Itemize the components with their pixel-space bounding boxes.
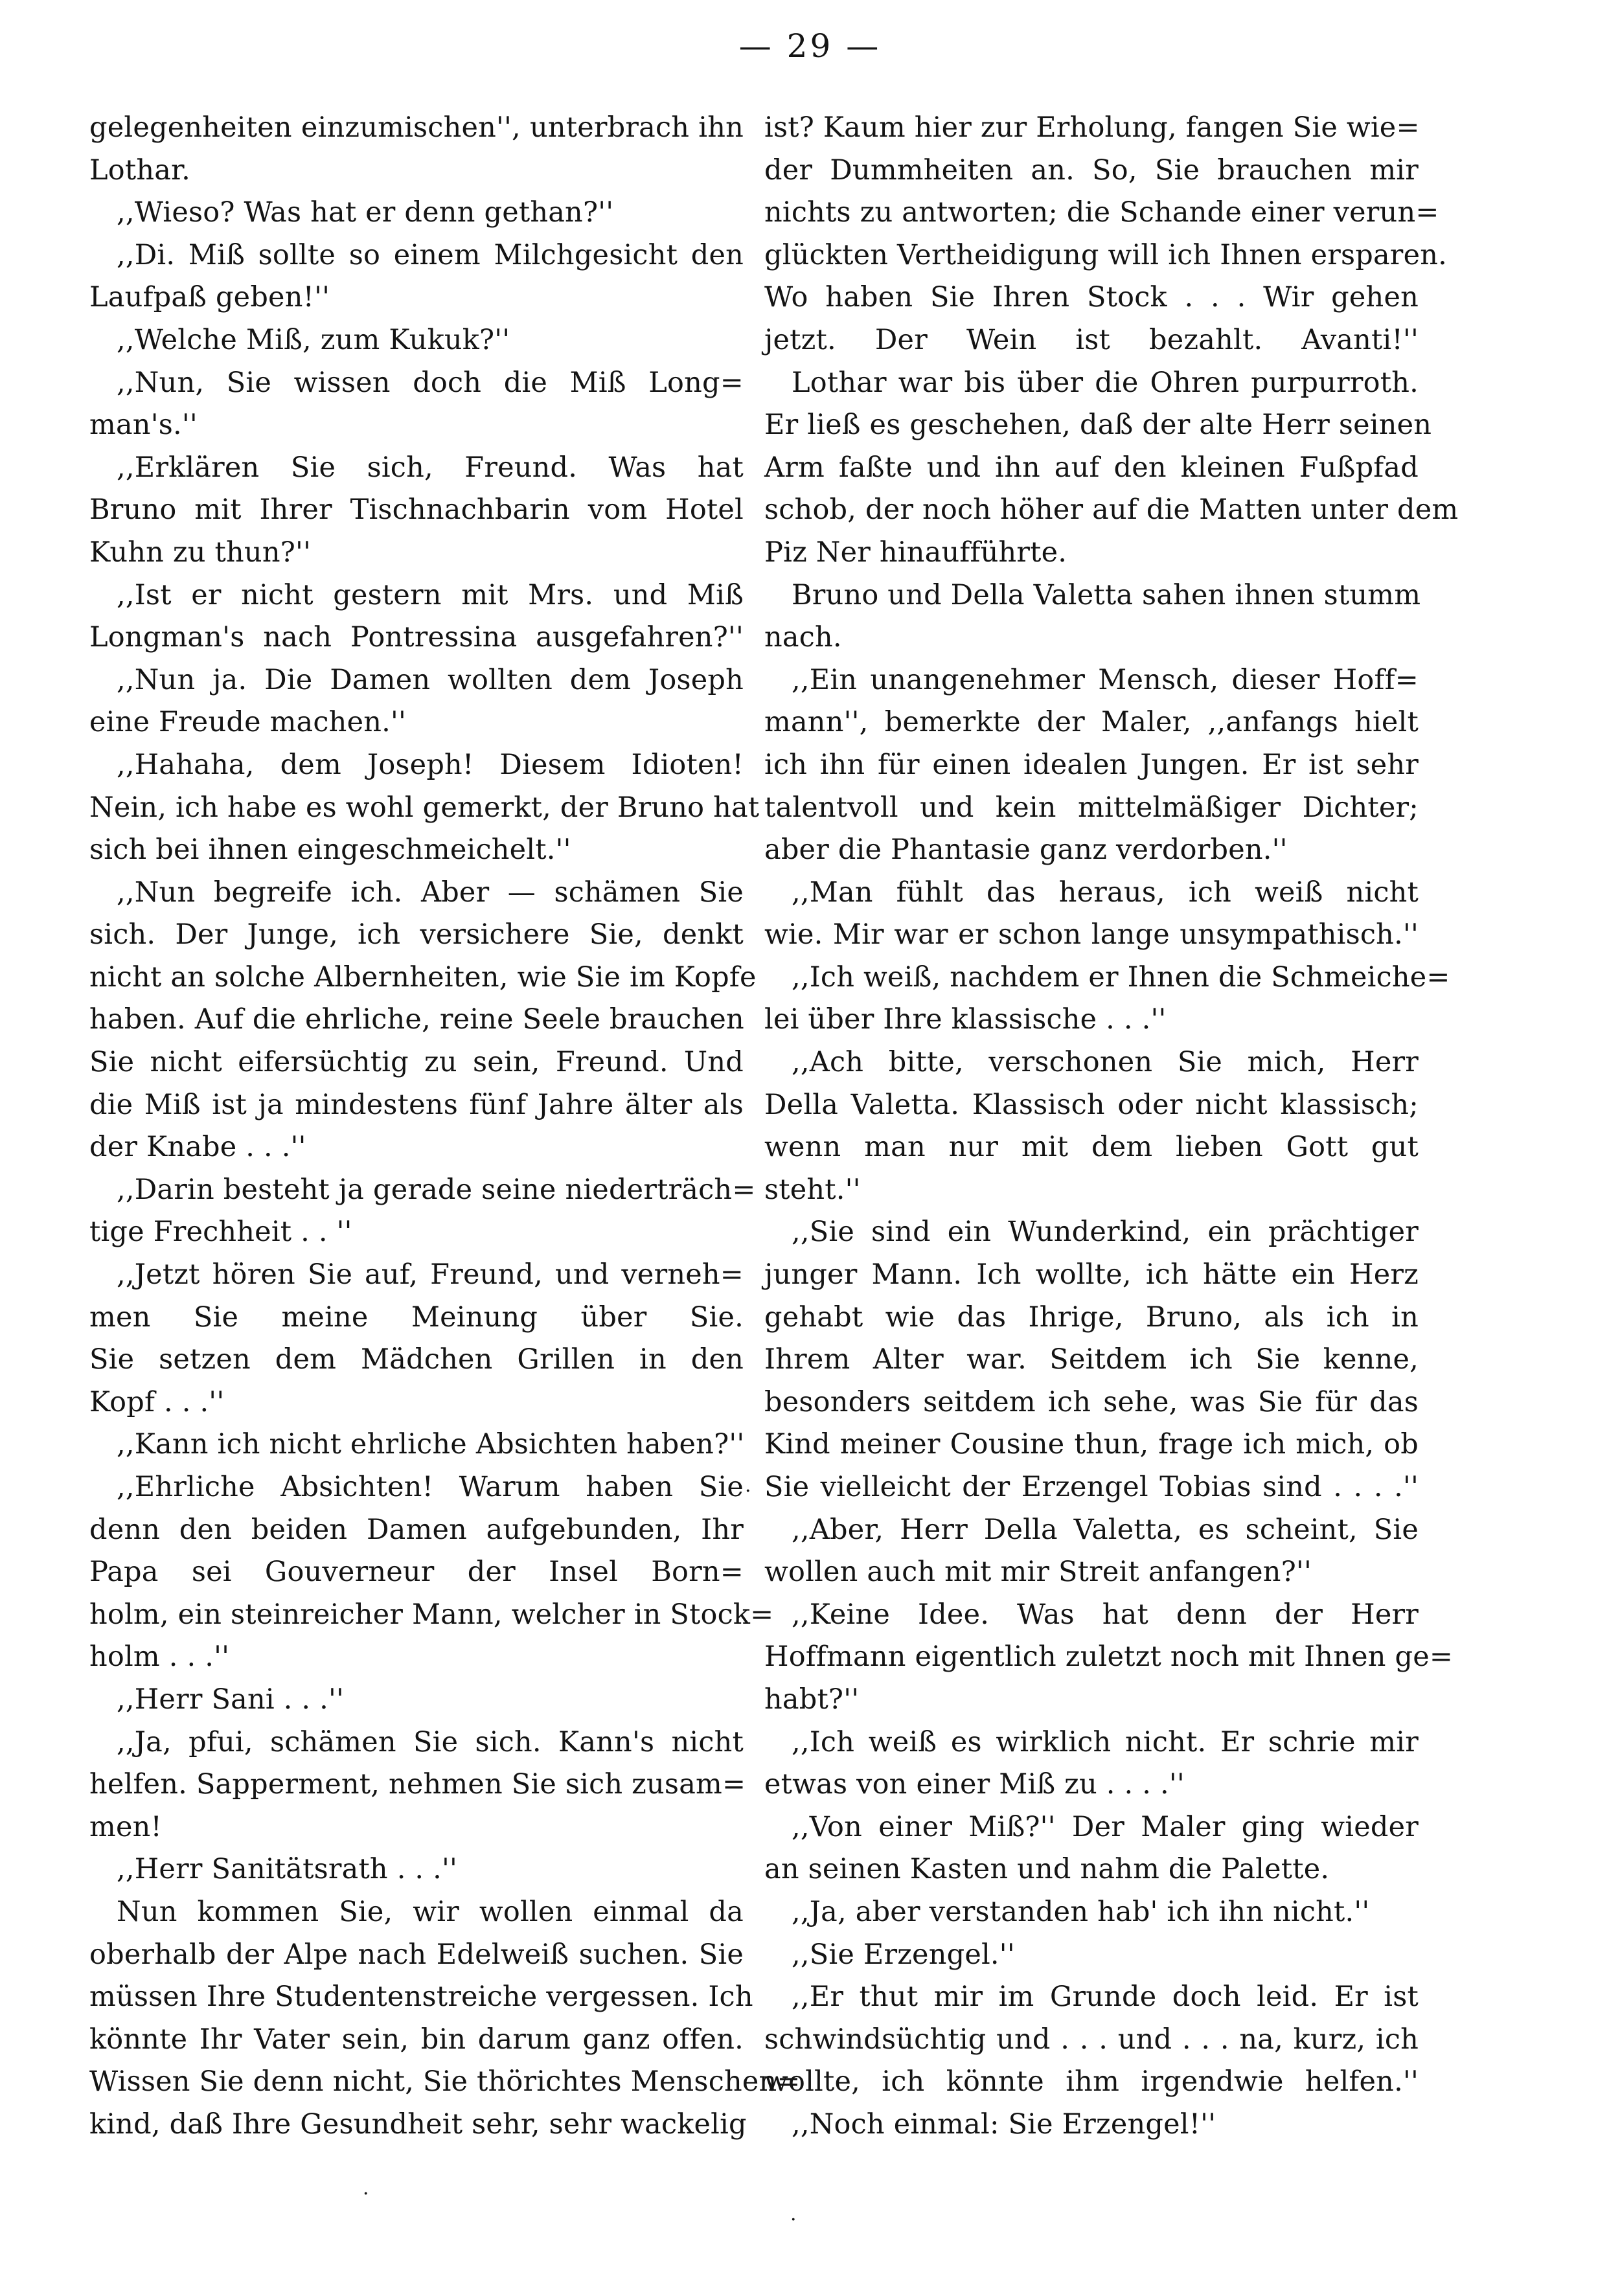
text-line: sich. Der Junge, ich versichere Sie, denkt xyxy=(89,918,744,951)
text-line: die Miß ist ja mindestens fünf Jahre älter als xyxy=(89,1088,744,1121)
text-line: man's.'' xyxy=(89,409,198,442)
right-column xyxy=(764,107,1459,2146)
text-line: ,,Keine Idee. Was hat denn der Herr xyxy=(792,1598,1419,1631)
text-line: besonders seitdem ich sehe, was Sie für das xyxy=(764,1385,1419,1418)
text-line: Sie setzen dem Mädchen Grillen in den xyxy=(89,1343,744,1376)
text-line: schob, der noch höher auf die Matten unter dem xyxy=(764,494,1459,527)
text-line: habt?'' xyxy=(764,1683,860,1716)
print-speck: · xyxy=(790,2209,797,2231)
text-line: nichts zu antworten; die Schande einer verun= xyxy=(764,196,1439,229)
text-line: ,,Herr Sani . . .'' xyxy=(117,1683,345,1716)
text-line: Ihrem Alter war. Seitdem ich Sie kenne, xyxy=(764,1343,1419,1376)
text-line: Lothar. xyxy=(89,153,190,187)
text-line: Longman's nach Pontressina ausgefahren?'' xyxy=(89,621,744,654)
text-line: eine Freude machen.'' xyxy=(89,706,407,739)
text-line: Wissen Sie denn nicht, Sie thörichtes Menschen= xyxy=(89,2065,801,2098)
text-line: sich bei ihnen eingeschmeichelt.'' xyxy=(89,834,571,867)
print-speck: · xyxy=(363,2183,369,2205)
text-line: helfen. Sapperment, nehmen Sie sich zusam= xyxy=(89,1768,746,1801)
text-line: ,,Nun, Sie wissen doch die Miß Long= xyxy=(117,366,744,399)
text-line: gehabt wie das Ihrige, Bruno, als ich in xyxy=(764,1301,1419,1334)
text-line: ,,Von einer Miß?'' Der Maler ging wieder xyxy=(792,1810,1419,1843)
text-line: talentvoll und kein mittelmäßiger Dichter; xyxy=(764,791,1419,824)
text-line: ,,Ach bitte, verschonen Sie mich, Herr xyxy=(792,1046,1419,1079)
text-line: ,,Nun ja. Die Damen wollten dem Joseph xyxy=(117,663,744,696)
text-line: wollte, ich könnte ihm irgendwie helfen.'' xyxy=(764,2065,1419,2098)
text-line: lei über Ihre klassische . . .'' xyxy=(764,1003,1167,1036)
text-line: ,,Sie sind ein Wunderkind, ein prächtiger xyxy=(792,1216,1419,1249)
text-line: holm . . .'' xyxy=(89,1641,230,1674)
text-line: ,,Hahaha, dem Joseph! Diesem Idioten! xyxy=(117,748,744,781)
text-line: ,,Ein unangenehmer Mensch, dieser Hoff= xyxy=(792,663,1419,696)
text-line: men Sie meine Meinung über Sie. xyxy=(89,1301,744,1334)
text-line: ich ihn für einen idealen Jungen. Er ist sehr xyxy=(764,748,1419,781)
text-line: ,,Nun begreife ich. Aber — schämen Sie xyxy=(117,876,744,909)
text-line: wollen auch mit mir Streit anfangen?'' xyxy=(764,1556,1312,1589)
text-line: wenn man nur mit dem lieben Gott gut xyxy=(764,1131,1419,1164)
text-line: Hoffmann eigentlich zuletzt noch mit Ihnen ge= xyxy=(764,1641,1454,1674)
text-line: ,,Ja, pfui, schämen Sie sich. Kann's nicht xyxy=(117,1725,744,1758)
text-line: ,,Wieso? Was hat er denn gethan?'' xyxy=(117,196,614,229)
text-line: ,,Aber, Herr Della Valetta, es scheint, Sie xyxy=(792,1513,1419,1546)
text-line: wie. Mir war er schon lange unsympathisch.'' xyxy=(764,918,1419,951)
text-line: der Dummheiten an. So, Sie brauchen mir xyxy=(764,153,1419,187)
text-line: nicht an solche Albernheiten, wie Sie im Kopfe xyxy=(89,960,757,994)
text-line: ,,Ich weiß es wirklich nicht. Er schrie mir xyxy=(792,1725,1419,1758)
text-line: Sie vielleicht der Erzengel Tobias sind . . . .'' xyxy=(764,1471,1419,1503)
text-line: steht.'' xyxy=(764,1173,861,1206)
text-line: Laufpaß geben!'' xyxy=(89,281,330,314)
text-line: Sie nicht eifersüchtig zu sein, Freund. Und xyxy=(89,1046,744,1079)
text-line: etwas von einer Miß zu . . . .'' xyxy=(764,1768,1185,1801)
print-speck: · xyxy=(745,1480,751,1503)
text-line: der Knabe . . .'' xyxy=(89,1131,306,1164)
text-line: glückten Vertheidigung will ich Ihnen ersparen. xyxy=(764,238,1447,271)
text-line: aber die Phantasie ganz verdorben.'' xyxy=(764,834,1288,867)
text-line: men! xyxy=(89,1810,162,1843)
text-line: müssen Ihre Studentenstreiche vergessen. Ich xyxy=(89,1981,753,2014)
text-line: Piz Ner hinaufführte. xyxy=(764,536,1067,569)
text-line: Kopf . . .'' xyxy=(89,1385,225,1418)
text-line: an seinen Kasten und nahm die Palette. xyxy=(764,1853,1330,1886)
text-line: mann'', bemerkte der Maler, ,,anfangs hielt xyxy=(764,706,1419,739)
text-line: Nein, ich habe es wohl gemerkt, der Bruno hat xyxy=(89,791,760,824)
text-line: ,,Kann ich nicht ehrliche Absichten haben?'' xyxy=(117,1428,745,1461)
text-line: holm, ein steinreicher Mann, welcher in Stock= xyxy=(89,1598,774,1631)
text-line: ,,Darin besteht ja gerade seine niederträch= xyxy=(117,1173,756,1206)
text-line: ,,Man fühlt das heraus, ich weiß nicht xyxy=(792,876,1419,909)
text-line: oberhalb der Alpe nach Edelweiß suchen. Sie xyxy=(89,1938,744,1971)
text-line: ,,Noch einmal: Sie Erzengel!'' xyxy=(792,2108,1216,2141)
text-line: Er ließ es geschehen, daß der alte Herr seinen xyxy=(764,409,1432,442)
text-line: Lothar war bis über die Ohren purpurroth. xyxy=(792,366,1419,399)
text-line: ist? Kaum hier zur Erholung, fangen Sie wie= xyxy=(764,111,1420,144)
text-line: haben. Auf die ehrliche, reine Seele brauchen xyxy=(89,1003,744,1036)
text-line: kind, daß Ihre Gesundheit sehr, sehr wackelig xyxy=(89,2108,747,2141)
text-line: könnte Ihr Vater sein, bin darum ganz offen. xyxy=(89,2023,744,2056)
text-line: ,,Ja, aber verstanden hab' ich ihn nicht.'' xyxy=(792,1895,1370,1928)
text-line: nach. xyxy=(764,621,842,654)
page-number: — 29 — xyxy=(738,27,882,65)
text-line: ,,Ich weiß, nachdem er Ihnen die Schmeiche= xyxy=(792,960,1450,994)
text-line: Bruno mit Ihrer Tischnachbarin vom Hotel xyxy=(89,494,744,527)
text-line: denn den beiden Damen aufgebunden, Ihr xyxy=(89,1513,744,1546)
text-line: Della Valetta. Klassisch oder nicht klassisch; xyxy=(764,1088,1419,1121)
text-line: ,,Ehrliche Absichten! Warum haben Sie xyxy=(117,1471,744,1503)
text-line: ,,Jetzt hören Sie auf, Freund, und verneh= xyxy=(117,1258,744,1291)
text-line: Wo haben Sie Ihren Stock . . . Wir gehen xyxy=(764,281,1419,314)
left-column xyxy=(89,107,801,2146)
text-line: ,,Er thut mir im Grunde doch leid. Er ist xyxy=(792,1981,1419,2014)
text-line: ,,Herr Sanitätsrath . . .'' xyxy=(117,1853,458,1886)
text-line: Kind meiner Cousine thun, frage ich mich, ob xyxy=(764,1428,1419,1461)
text-line: ,,Welche Miß, zum Kukuk?'' xyxy=(117,323,510,356)
text-line: tige Frechheit . . '' xyxy=(89,1216,352,1249)
text-line: ,,Erklären Sie sich, Freund. Was hat xyxy=(117,451,744,484)
text-line: ,,Di. Miß sollte so einem Milchgesicht den xyxy=(117,238,744,271)
text-line: Kuhn zu thun?'' xyxy=(89,536,312,569)
text-line: Bruno und Della Valetta sahen ihnen stumm xyxy=(792,578,1421,611)
text-line: schwindsüchtig und . . . und . . . na, kurz, ich xyxy=(764,2023,1419,2056)
text-line: junger Mann. Ich wollte, ich hätte ein Herz xyxy=(764,1258,1419,1291)
text-line: ,,Ist er nicht gestern mit Mrs. und Miß xyxy=(117,578,744,611)
text-line: Nun kommen Sie, wir wollen einmal da xyxy=(117,1895,744,1928)
text-line: ,,Sie Erzengel.'' xyxy=(792,1938,1015,1971)
text-line: gelegenheiten einzumischen'', unterbrach ihn xyxy=(89,111,744,144)
text-line: jetzt. Der Wein ist bezahlt. Avanti!'' xyxy=(764,323,1419,356)
text-line: Papa sei Gouverneur der Insel Born= xyxy=(89,1556,744,1589)
text-line: Arm faßte und ihn auf den kleinen Fußpfad xyxy=(764,451,1419,484)
